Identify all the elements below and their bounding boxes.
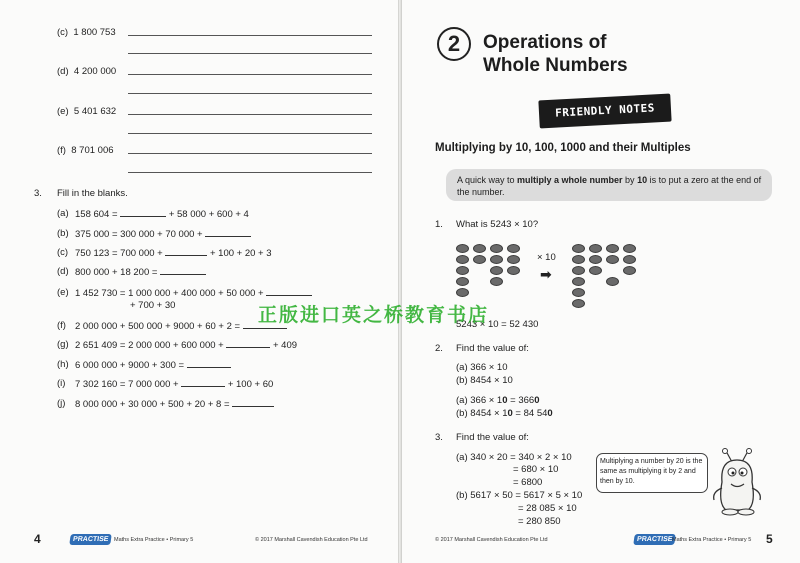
- page-number: 5: [766, 532, 773, 546]
- answer-line[interactable]: [128, 93, 372, 94]
- place-value-disc: [490, 255, 503, 264]
- q2-answer-b: (b) 8454 × 10 = 84 540: [456, 408, 553, 419]
- chapter-title: Operations of Whole Numbers: [483, 32, 628, 76]
- blank-field[interactable]: [226, 339, 270, 348]
- place-value-disc: [589, 266, 602, 275]
- place-value-disc: [572, 299, 585, 308]
- section-heading: Multiplying by 10, 100, 1000 and their Multiples: [435, 142, 691, 154]
- tip-text: A quick way to multiply a whole number by 10 is to put a zero at the end of the number.: [457, 175, 762, 197]
- q3-a-line2: = 680 × 10: [513, 464, 559, 475]
- q3-b-line3: = 280 850: [518, 516, 561, 527]
- fill-blank-c: 750 123 = 700 000 + + 100 + 20 + 3: [75, 248, 272, 259]
- item-label: (j): [57, 398, 66, 409]
- answer-line[interactable]: [128, 172, 372, 173]
- item-label: (a): [57, 208, 69, 219]
- fill-blank-e-line2: + 700 + 30: [130, 300, 176, 311]
- blank-field[interactable]: [266, 287, 312, 296]
- question-text: What is 5243 × 10?: [456, 219, 539, 230]
- fill-blank-f: 2 000 000 + 500 000 + 9000 + 60 + 2 =: [75, 320, 287, 333]
- q3-a-line3: = 6800: [513, 477, 543, 488]
- place-value-disc: [572, 277, 585, 286]
- place-value-disc: [490, 277, 503, 286]
- blank-field[interactable]: [187, 359, 231, 368]
- monster-mascot-icon: [706, 448, 770, 518]
- page-number: 4: [34, 532, 41, 546]
- blank-field[interactable]: [160, 266, 206, 275]
- q3-b-line2: = 28 085 × 10: [518, 503, 577, 514]
- blank-field[interactable]: [181, 378, 225, 387]
- place-value-disc: [456, 288, 469, 297]
- write-item-c: (c) 1 800 753: [57, 27, 116, 38]
- place-value-disc: [473, 244, 486, 253]
- left-page: [0, 0, 398, 563]
- copyright: © 2017 Marshall Cavendish Education Pte Ltd: [255, 537, 368, 543]
- question-number: 3.: [34, 188, 42, 199]
- fill-blank-b: 375 000 = 300 000 + 70 000 +: [75, 228, 251, 241]
- place-value-disc: [456, 277, 469, 286]
- blank-field[interactable]: [232, 398, 274, 407]
- place-value-disc: [589, 244, 602, 253]
- tip-callout-text: Multiplying a number by 20 is the same as multiplying it by 2 and then by 10.: [600, 458, 703, 485]
- copyright: © 2017 Marshall Cavendish Education Pte Ltd: [435, 537, 548, 543]
- item-label: (h): [57, 359, 69, 370]
- place-value-disc: [456, 255, 469, 264]
- answer-line[interactable]: [128, 53, 372, 54]
- question-text: Find the value of:: [456, 432, 529, 443]
- q2-item-b: (b) 8454 × 10: [456, 375, 513, 386]
- question-text: Find the value of:: [456, 343, 529, 354]
- fill-blank-g: 2 651 409 = 2 000 000 + 600 000 + + 409: [75, 340, 298, 351]
- series-logo: PRACTISE: [633, 534, 676, 545]
- place-value-disc: [606, 255, 619, 264]
- answer-line[interactable]: [128, 114, 372, 115]
- place-value-disc: [623, 266, 636, 275]
- answer-line[interactable]: [128, 153, 372, 154]
- place-value-disc: [507, 255, 520, 264]
- times-ten-label: × 10: [537, 252, 556, 263]
- fill-blank-d: 800 000 + 18 200 =: [75, 266, 206, 279]
- item-label: (c): [57, 247, 69, 258]
- place-value-disc: [623, 255, 636, 264]
- fill-blank-a: 158 604 = + 58 000 + 600 + 4: [75, 209, 249, 220]
- item-label: (f): [57, 320, 66, 331]
- blank-field[interactable]: [120, 208, 166, 217]
- answer-line[interactable]: [128, 74, 372, 75]
- place-value-disc: [456, 266, 469, 275]
- place-value-disc: [606, 277, 619, 286]
- arrow-right-icon: ➡: [540, 266, 552, 282]
- answer-line[interactable]: [128, 35, 372, 36]
- q2-item-a: (a) 366 × 10: [456, 362, 508, 373]
- series-name: Maths Extra Practice • Primary 5: [114, 537, 194, 543]
- question-title: Fill in the blanks.: [57, 188, 128, 199]
- place-value-disc: [507, 266, 520, 275]
- question-number: 2.: [435, 343, 443, 354]
- place-value-disc: [572, 244, 585, 253]
- write-item-f: (f) 8 701 006: [57, 145, 114, 156]
- place-value-disc: [456, 244, 469, 253]
- item-label: (i): [57, 378, 66, 389]
- place-value-disc: [572, 266, 585, 275]
- place-value-disc: [507, 244, 520, 253]
- item-label: (b): [57, 228, 69, 239]
- fill-blank-e: 1 452 730 = 1 000 000 + 400 000 + 50 000 +: [75, 287, 312, 300]
- place-value-disc: [623, 244, 636, 253]
- friendly-notes-banner: FRIENDLY NOTES: [538, 94, 671, 129]
- item-label: (g): [57, 339, 69, 350]
- q3-b-line1: (b) 5617 × 50 = 5617 × 5 × 10: [456, 490, 583, 501]
- series-name: Maths Extra Practice • Primary 5: [672, 537, 752, 543]
- series-logo: PRACTISE: [69, 534, 112, 545]
- answer-line[interactable]: [128, 133, 372, 134]
- q2-answer-a: (a) 366 × 10 = 3660: [456, 395, 540, 406]
- q3-a-line1: (a) 340 × 20 = 340 × 2 × 10: [456, 452, 572, 463]
- store-watermark: 正版进口英之桥教育书店: [258, 304, 490, 326]
- fill-blank-i: 7 302 160 = 7 000 000 + + 100 + 60: [75, 379, 274, 390]
- place-value-disc: [572, 288, 585, 297]
- fill-blank-j: 8 000 000 + 30 000 + 500 + 20 + 8 =: [75, 398, 274, 411]
- write-item-e: (e) 5 401 632: [57, 106, 117, 117]
- question-number: 3.: [435, 432, 443, 443]
- place-value-disc: [606, 244, 619, 253]
- chapter-number-badge: 2: [437, 27, 471, 61]
- blank-field[interactable]: [165, 247, 207, 256]
- place-value-disc: [589, 255, 602, 264]
- item-label: (e): [57, 287, 69, 298]
- place-value-disc: [490, 244, 503, 253]
- question-number: 1.: [435, 219, 443, 230]
- q1-answer: 5243 × 10 = 52 430: [456, 319, 539, 330]
- write-item-d: (d) 4 200 000: [57, 66, 117, 77]
- place-value-disc: [572, 255, 585, 264]
- blank-field[interactable]: [205, 228, 251, 237]
- item-label: (d): [57, 266, 69, 277]
- place-value-disc: [490, 266, 503, 275]
- fill-blank-h: 6 000 000 + 9000 + 300 =: [75, 359, 231, 372]
- place-value-disc: [473, 255, 486, 264]
